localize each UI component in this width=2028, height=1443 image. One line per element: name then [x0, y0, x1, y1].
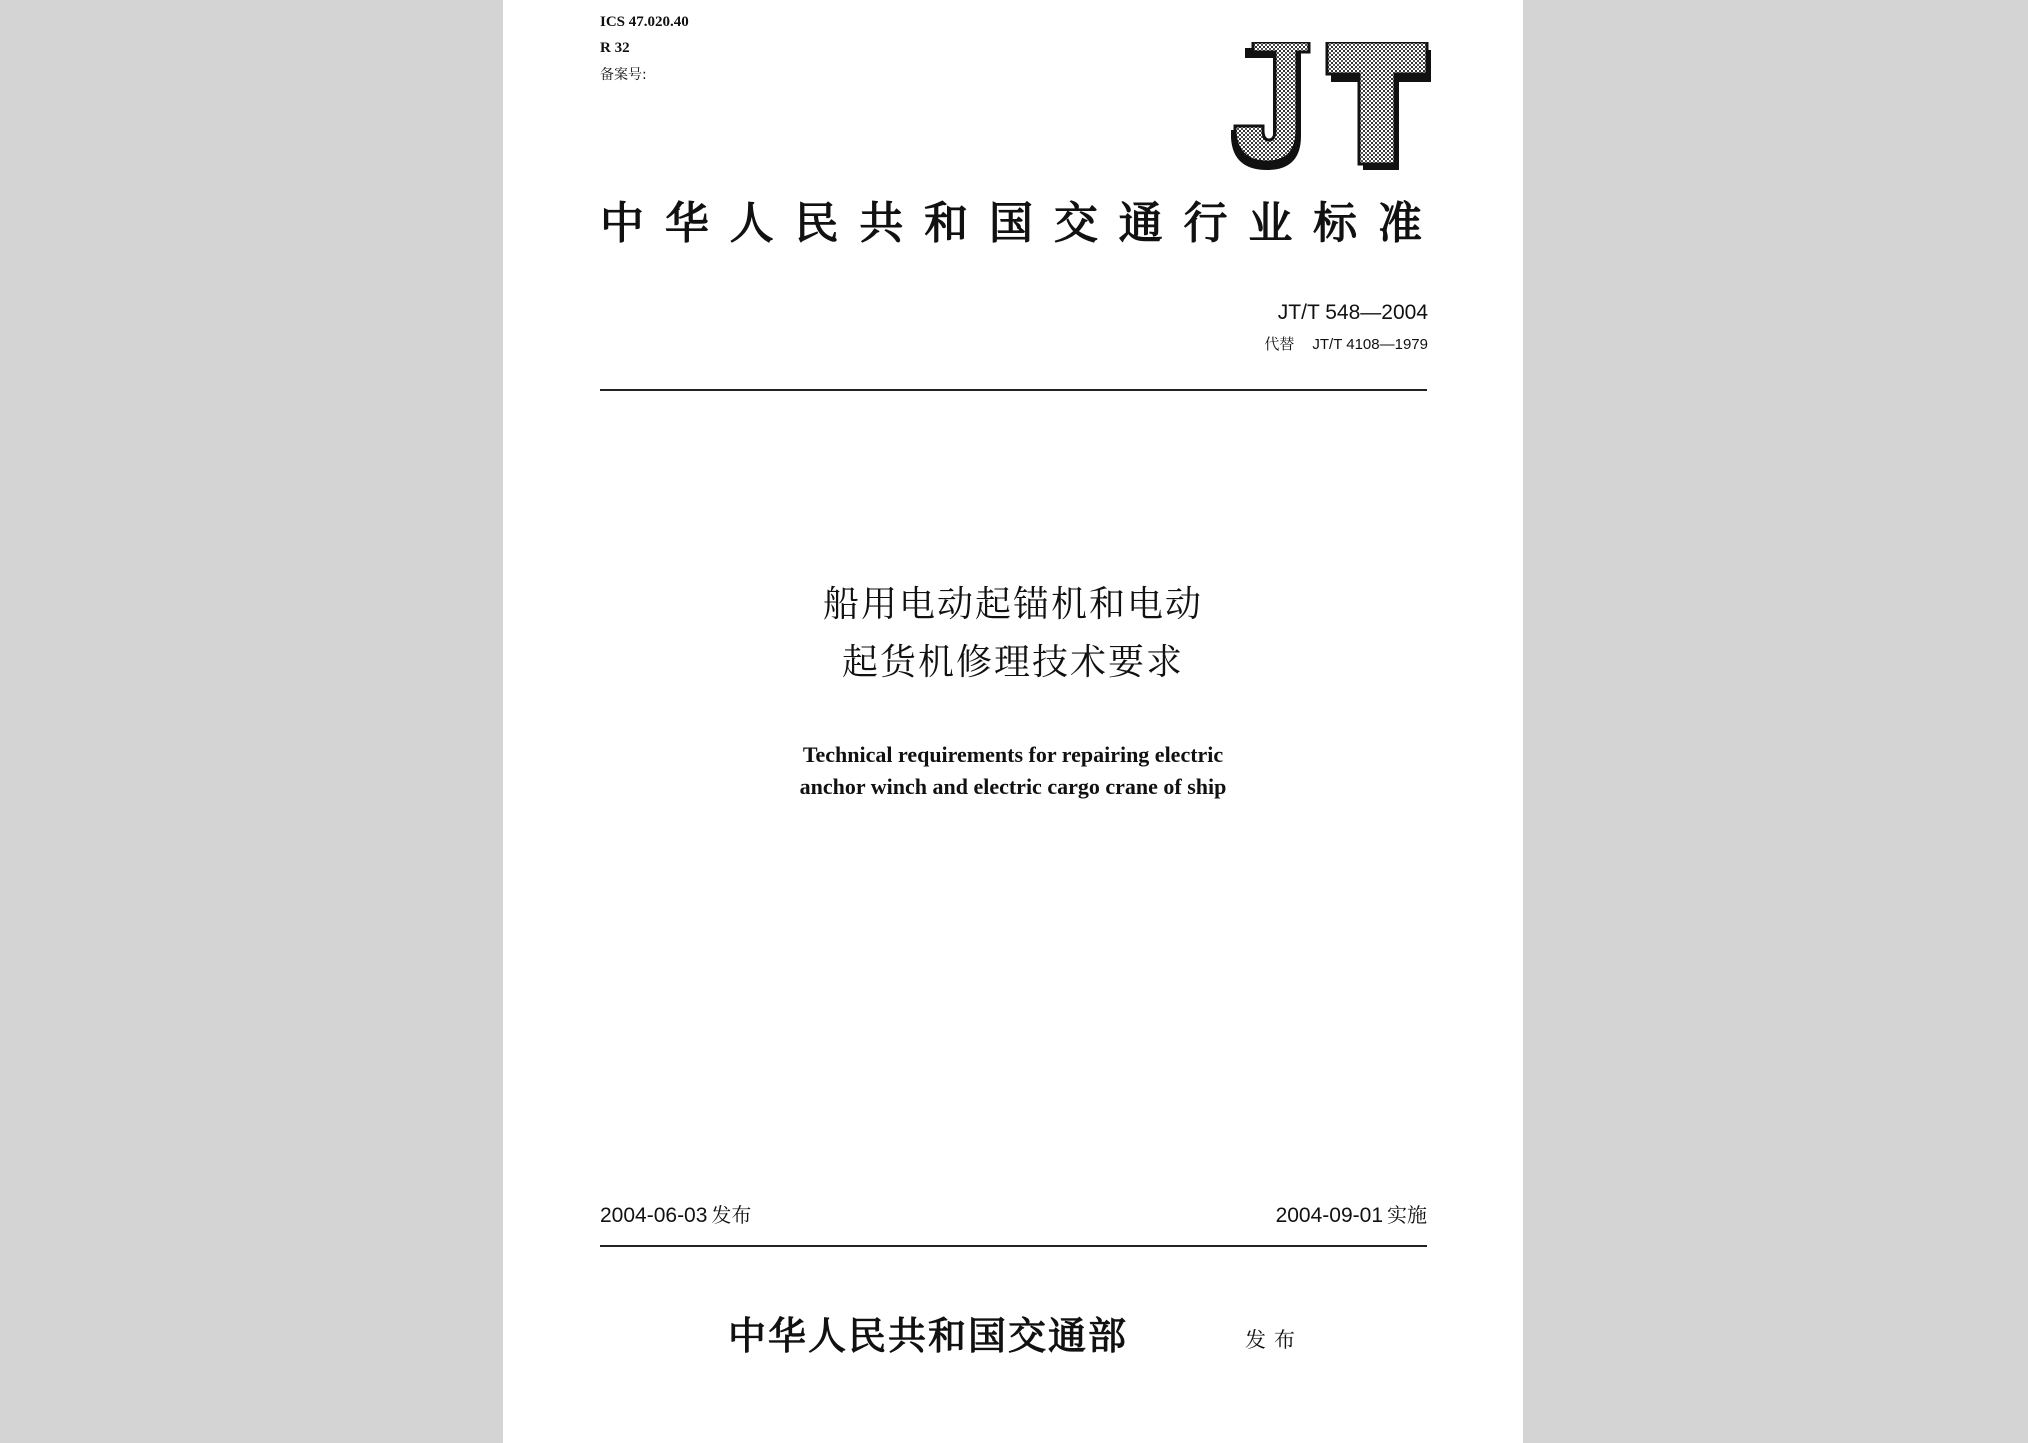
- issue-date: 2004-06-03: [600, 1204, 708, 1227]
- implementation-date-line: [1276, 1200, 1427, 1231]
- issue-label: 发布: [711, 1203, 752, 1227]
- classification-code: R 32: [600, 40, 630, 56]
- standard-number: JT/T 548—2004: [1277, 301, 1428, 324]
- replaces-line: [1264, 334, 1428, 355]
- title-en-line1: Technical requirements for repairing electric: [802, 742, 1224, 767]
- title-cn-line2: 起货机修理技术要求: [841, 642, 1184, 683]
- cover-page: [503, 0, 1523, 1443]
- implementation-date: 2004-09-01: [1275, 1204, 1383, 1227]
- publisher-tag: 发布: [1245, 1328, 1303, 1352]
- replaces-label: 代替: [1264, 335, 1295, 353]
- ics-code: ICS 47.020.40: [600, 14, 689, 30]
- standard-heading: 中华人民共和国交通行业标准: [600, 198, 1425, 249]
- top-divider: [600, 389, 1427, 391]
- title-cn-line1: 船用电动起锚机和电动: [822, 584, 1203, 625]
- implementation-label: 实施: [1387, 1203, 1427, 1227]
- jt-logo: [1223, 42, 1433, 172]
- issue-date-line: [600, 1200, 751, 1231]
- bottom-divider: [600, 1245, 1427, 1247]
- publisher-name: 中华人民共和国交通部: [728, 1313, 1129, 1358]
- filing-number-label: 备案号:: [600, 67, 647, 83]
- replaces-number: JT/T 4108—1979: [1312, 336, 1428, 353]
- title-en-line2: anchor winch and electric cargo crane of ship: [799, 774, 1227, 799]
